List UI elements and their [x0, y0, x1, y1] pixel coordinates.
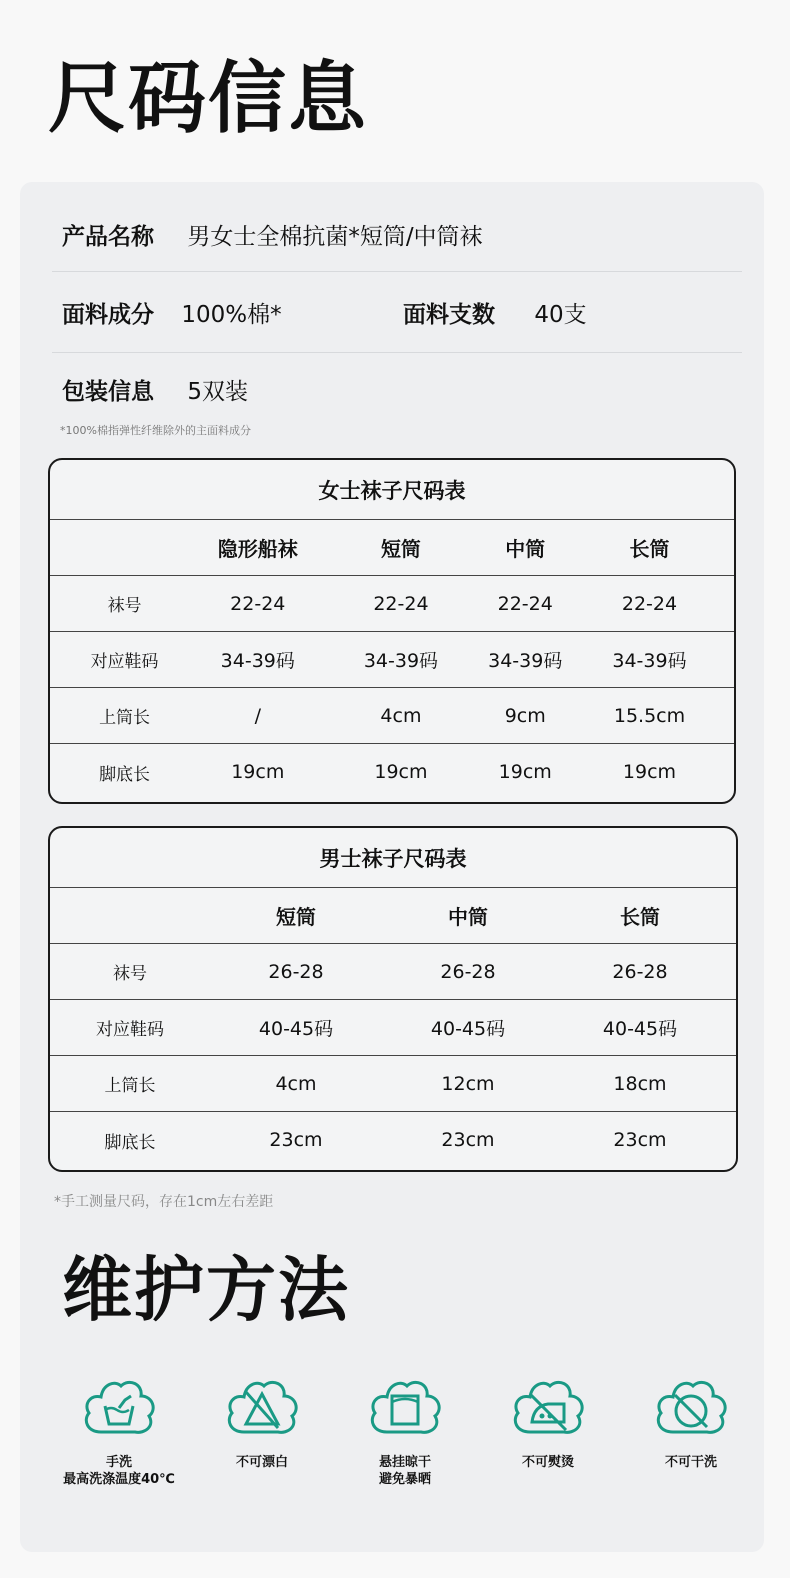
table-row [50, 688, 734, 744]
table-header-row [50, 888, 736, 944]
yarn-count-value: 40支 [534, 302, 587, 328]
fabric-value: 100%棉* [181, 302, 282, 328]
divider [52, 271, 742, 272]
table-cell: 34-39码 [363, 650, 439, 672]
yarn-count-row [403, 304, 587, 327]
table-cell: 19cm [498, 761, 552, 783]
row-label: 脚底长 [104, 1132, 156, 1153]
women-table-title: 女士袜子尺码表 [50, 460, 734, 520]
table-cell: 19cm [231, 761, 285, 783]
table-cell: 40-45码 [430, 1018, 506, 1040]
table-cell: 23cm [613, 1129, 667, 1151]
product-name-value: 男女士全棉抗菌*短筒/中筒袜 [187, 224, 483, 250]
table-cell: / [254, 704, 261, 727]
table-cell: 4cm [380, 704, 422, 727]
table-cell: 12cm [441, 1072, 495, 1095]
row-label: 对应鞋码 [90, 652, 159, 672]
care-caption [473, 1454, 623, 1471]
table-cell: 9cm [504, 704, 546, 727]
table-cell: 23cm [269, 1129, 323, 1151]
info-card [20, 182, 764, 1552]
row-label: 袜号 [113, 964, 147, 984]
table-row [50, 1056, 736, 1112]
row-label: 袜号 [107, 596, 142, 616]
package-value: 5双装 [187, 379, 248, 405]
table-row [50, 1000, 736, 1056]
care-caption [616, 1454, 766, 1471]
care-item-no-iron [473, 1374, 623, 1471]
table-cell: 15.5cm [613, 704, 686, 727]
men-table-title: 男士袜子尺码表 [50, 828, 736, 888]
header-cell: 中筒 [505, 537, 546, 561]
header-cell: 短筒 [380, 537, 421, 561]
care-caption-line: 不可干洗 [664, 1455, 717, 1470]
header-cell: 中筒 [448, 905, 488, 929]
care-caption-line: 最高洗涤温度40℃ [63, 1472, 175, 1487]
care-caption-line: 不可熨烫 [521, 1455, 574, 1470]
table-cell: 34-39码 [220, 650, 295, 672]
fabric-footnote: *100%棉指弹性纤维除外的主面料成分 [60, 424, 251, 437]
divider [52, 352, 742, 353]
hand-wash-icon [79, 1374, 159, 1446]
table-cell: 40-45码 [602, 1018, 678, 1040]
table-cell: 26-28 [612, 960, 668, 983]
table-row [50, 744, 734, 800]
table-cell: 19cm [374, 761, 428, 783]
table-cell: 34-39码 [488, 650, 563, 672]
fabric-label: 面料成分 [62, 302, 154, 328]
table-row [50, 632, 734, 688]
header-cell: 短筒 [276, 905, 316, 929]
table-cell: 26-28 [268, 960, 324, 983]
care-section-title: 维护方法 [62, 1249, 350, 1331]
header-cell: 长筒 [620, 905, 660, 929]
care-item-no-dry-clean [616, 1374, 766, 1471]
table-cell: 34-39码 [612, 650, 687, 672]
care-caption [44, 1454, 194, 1488]
care-caption-line: 悬挂晾干 [378, 1455, 431, 1470]
fabric-row [62, 304, 282, 327]
care-caption-line: 避免暴晒 [378, 1472, 431, 1487]
table-row [50, 576, 734, 632]
package-row [62, 381, 248, 404]
no-iron-icon [508, 1374, 588, 1446]
measurement-note: *手工测量尺码，存在1cm左右差距 [54, 1194, 274, 1210]
women-size-table [48, 458, 736, 804]
care-item-line-dry [330, 1374, 480, 1488]
product-name-label: 产品名称 [62, 224, 154, 250]
row-label: 上筒长 [99, 708, 151, 728]
table-cell: 40-45码 [258, 1018, 334, 1040]
page-title: 尺码信息 [48, 54, 369, 144]
care-item-hand-wash [44, 1374, 194, 1488]
header-cell: 隐形船袜 [217, 537, 298, 561]
product-name-row [62, 226, 483, 249]
table-header-row [50, 520, 734, 576]
table-cell: 23cm [441, 1129, 495, 1151]
no-dry-clean-icon [651, 1374, 731, 1446]
care-item-no-bleach [187, 1374, 337, 1471]
table-cell: 22-24 [621, 592, 678, 615]
table-cell: 19cm [622, 761, 677, 783]
table-cell: 22-24 [373, 592, 429, 615]
care-caption [187, 1454, 337, 1471]
table-cell: 22-24 [230, 592, 286, 615]
care-caption [330, 1454, 480, 1488]
care-caption-line: 不可漂白 [235, 1455, 288, 1470]
yarn-count-label: 面料支数 [403, 302, 495, 328]
care-caption-line: 手洗 [105, 1455, 132, 1470]
table-cell: 4cm [275, 1072, 317, 1095]
table-cell: 22-24 [497, 592, 553, 615]
package-label: 包装信息 [62, 379, 154, 405]
table-row [50, 944, 736, 1000]
line-dry-shade-icon [365, 1374, 445, 1446]
row-label: 上筒长 [104, 1076, 156, 1096]
row-label: 脚底长 [99, 764, 151, 785]
table-cell: 18cm [613, 1072, 667, 1095]
table-row [50, 1112, 736, 1168]
men-size-table [48, 826, 738, 1172]
header-cell: 长筒 [629, 537, 670, 561]
table-cell: 26-28 [440, 960, 496, 983]
row-label: 对应鞋码 [96, 1020, 164, 1040]
no-bleach-icon [222, 1374, 302, 1446]
